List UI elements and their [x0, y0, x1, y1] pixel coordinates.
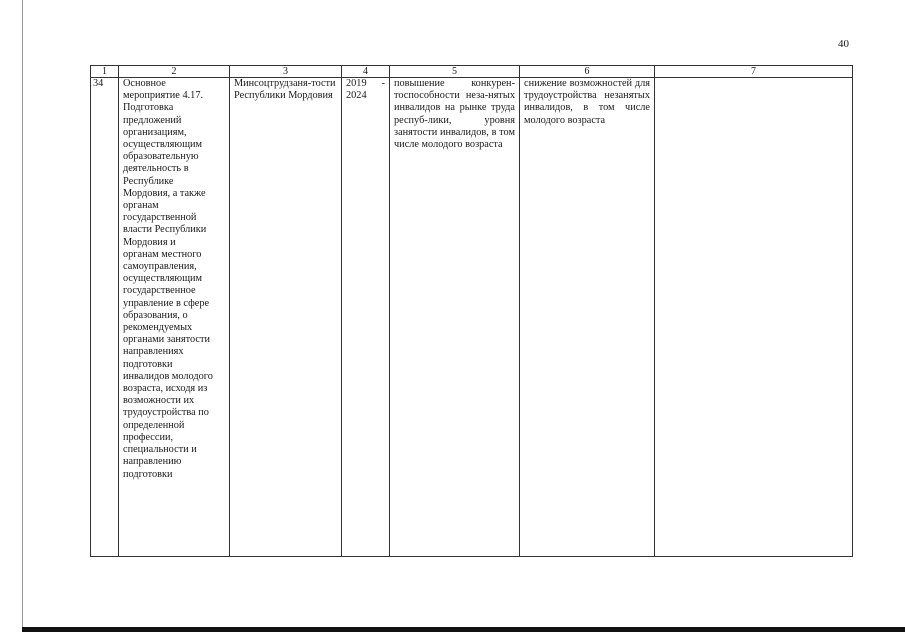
measure-name-line: управление в сфере	[123, 297, 210, 309]
measure-name-line: органам	[123, 200, 159, 212]
measure-name-line: государственное	[123, 285, 196, 297]
measure-name-line: трудоустройства по	[123, 407, 209, 419]
measure-name-line: организациям,	[123, 126, 187, 138]
header-cell: 1	[91, 66, 119, 78]
page-number: 40	[838, 38, 849, 50]
measure-name-line: возможности их	[123, 395, 195, 407]
measure-name-line: мероприятие 4.17.	[123, 90, 204, 102]
measure-name-line: самоуправления,	[123, 261, 197, 273]
measure-name-line: образовательную	[123, 151, 199, 163]
header-cell: 2	[119, 66, 230, 78]
measure-name-line: государственной	[123, 212, 197, 224]
measure-name-line: Основное	[123, 78, 166, 89]
measure-name-line: Мордовия и	[123, 236, 176, 248]
header-cell: 4	[342, 66, 390, 78]
row-number-cell: 34	[91, 78, 119, 557]
measure-name-line: Мордовия, а также	[123, 187, 206, 199]
measure-name-line: осуществляющим	[123, 139, 203, 151]
scan-bottom-bar	[22, 627, 905, 632]
measure-name-line: предложений	[123, 114, 182, 126]
measure-name-line: Республике	[123, 175, 174, 187]
measures-table	[90, 65, 853, 557]
measure-name-line: возраста, исходя из	[123, 383, 208, 395]
measure-name-line: подготовки	[123, 468, 173, 480]
column-7-cell	[655, 78, 853, 557]
header-cell: 7	[655, 66, 853, 78]
measure-name-line: направлениях	[123, 346, 184, 358]
header-row	[91, 66, 853, 78]
measure-name-line: специальности и	[123, 444, 197, 456]
measure-name-line: органам местного	[123, 248, 202, 260]
scan-left-edge	[22, 0, 23, 628]
measure-name-line: власти Республики	[123, 224, 207, 236]
measure-name-cell	[119, 78, 230, 557]
measure-name-line: инвалидов молодого	[123, 370, 213, 382]
measure-name-line: органами занятости	[123, 334, 211, 346]
indicator-cell: снижение возможностей для трудоустройства незанятых инвалидов, в том числе молодого возраста	[520, 78, 655, 557]
measure-name-line: определенной	[123, 419, 185, 431]
header-cell: 3	[230, 66, 342, 78]
header-cell: 5	[390, 66, 520, 78]
period-cell: 2019 - 2024	[342, 78, 390, 557]
measure-name-line: образования, о	[123, 309, 188, 321]
result-cell: повышение конкурен-тоспособности неза-нятых инвалидов на рынке труда респуб-лики, уровня занятости инвалидов, в том числе молодого возраста	[390, 78, 520, 557]
measure-name-line: осуществляющим	[123, 273, 203, 285]
executor-cell: Минсоцтрудзаня-тости Республики Мордовия	[230, 78, 342, 557]
header-cell: 6	[520, 66, 655, 78]
measure-name-line: подготовки	[123, 358, 173, 370]
measure-name-line: Подготовка	[123, 102, 174, 114]
measure-name-line: деятельность в	[123, 163, 189, 175]
measure-name-line: рекомендуемых	[123, 322, 193, 334]
measure-name-line: направлению	[123, 456, 182, 468]
table-row	[91, 78, 853, 557]
measure-name-line: профессии,	[123, 431, 174, 443]
